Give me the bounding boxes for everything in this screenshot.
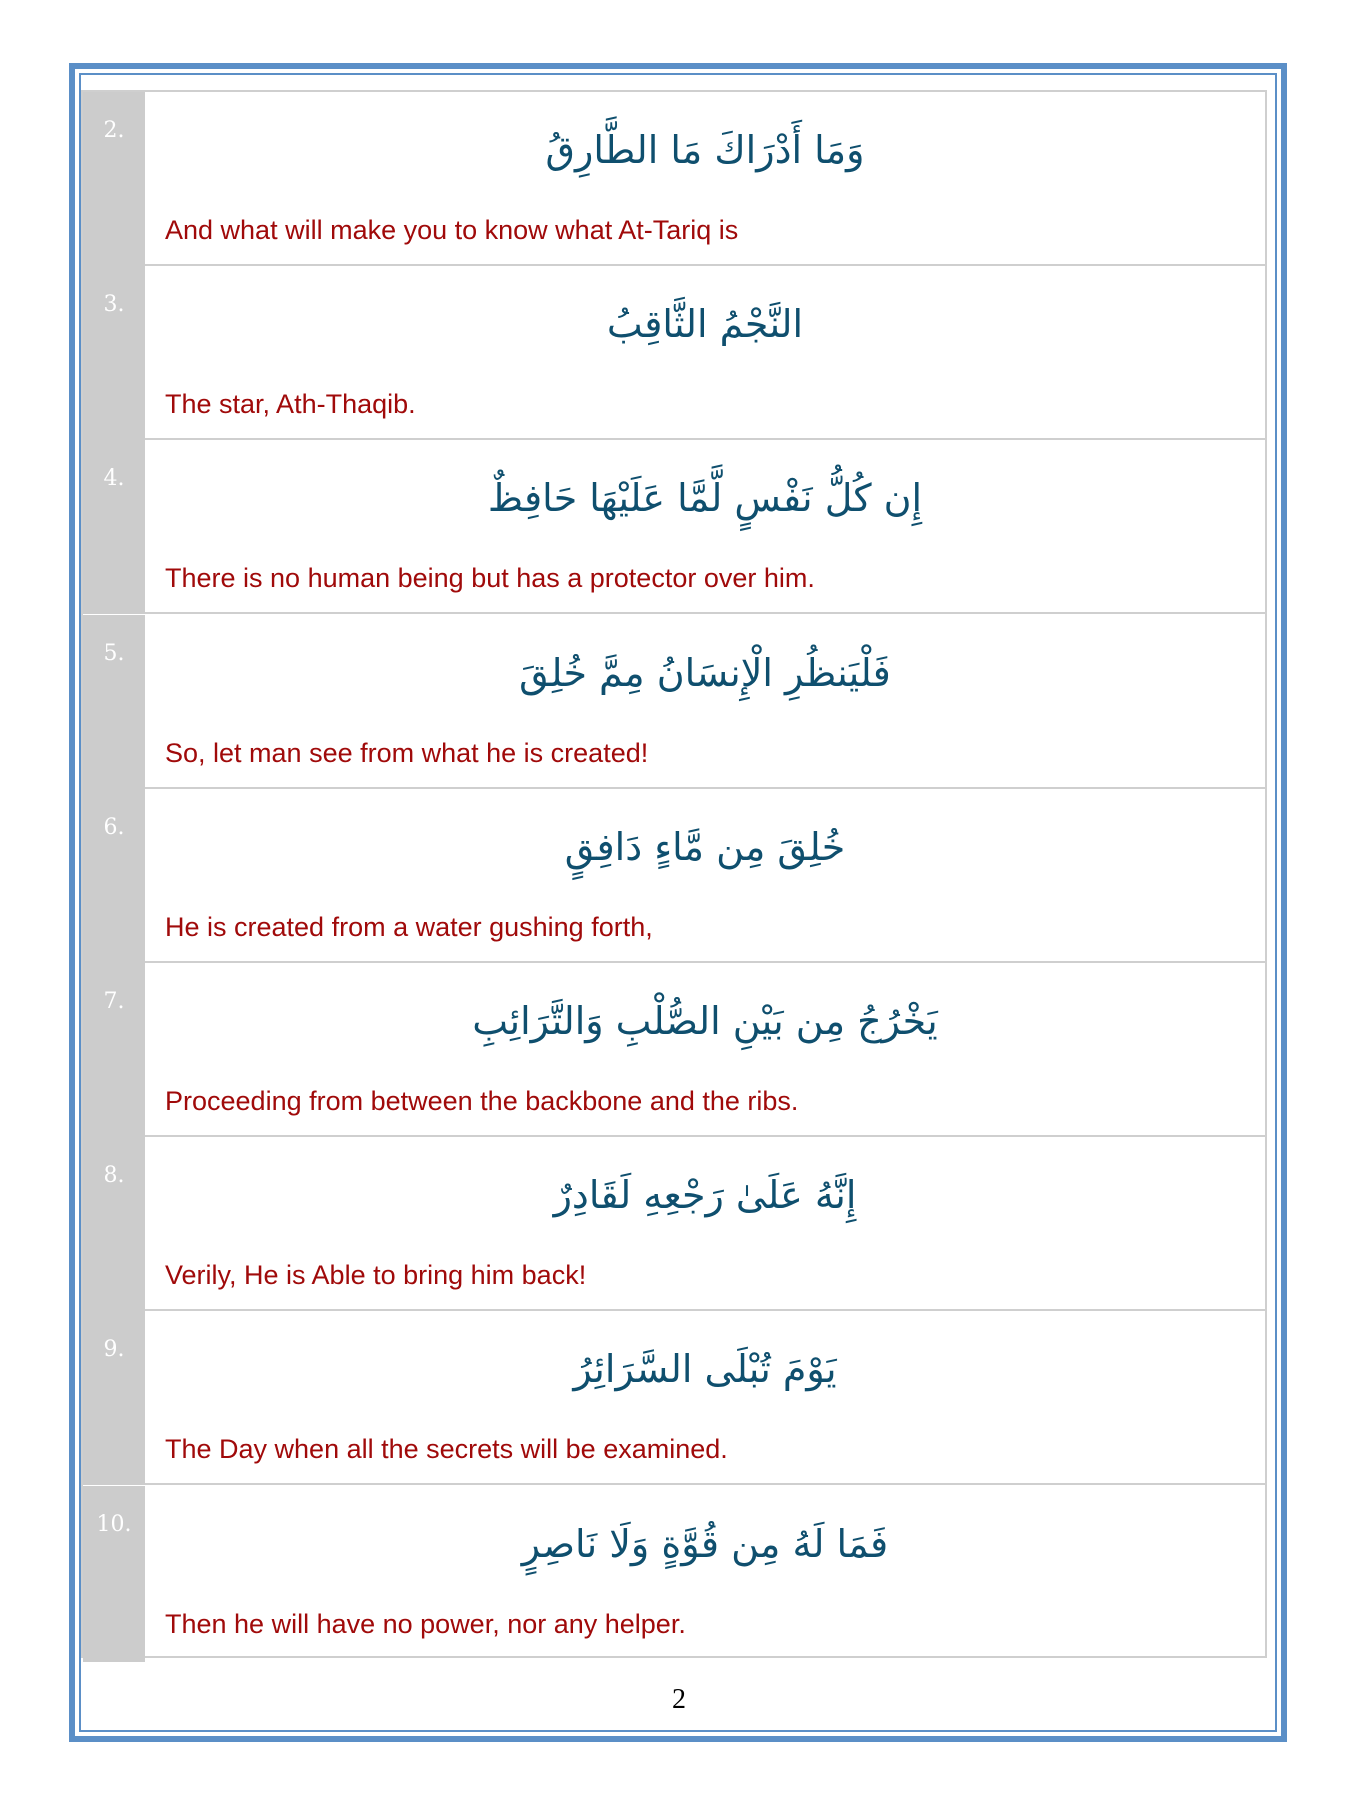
verse-arabic: خُلِقَ مِن مَّاءٍ دَافِقٍ: [564, 824, 846, 869]
verse-number: 8.: [83, 1137, 145, 1311]
page-number: 2: [672, 1684, 686, 1715]
verse-arabic: يَوْمَ تُبْلَى السَّرَائِرُ: [573, 1347, 837, 1392]
verse-row: [83, 266, 1265, 440]
verse-arabic: فَلْيَنظُرِ الْإِنسَانُ مِمَّ خُلِقَ: [519, 650, 891, 695]
verse-arabic: إِنَّهُ عَلَىٰ رَجْعِهِ لَقَادِرٌ: [553, 1173, 857, 1218]
verse-translation: He is created from a water gushing forth,: [165, 911, 653, 942]
verse-table: [81, 90, 1267, 1658]
verse-row: [83, 1137, 1265, 1311]
verse-number: 9.: [83, 1311, 145, 1485]
verse-translation: There is no human being but has a protector over him.: [165, 563, 815, 594]
verse-translation: And what will make you to know what At-Tariq is: [165, 215, 739, 245]
verse-row: [83, 440, 1265, 614]
verse-translation: The star, Ath-Thaqib.: [165, 389, 416, 420]
verse-number: 2.: [83, 92, 145, 266]
verse-row: [83, 1486, 1265, 1660]
verse-translation: So, let man see from what he is created!: [165, 737, 649, 768]
verse-number: 4.: [83, 440, 145, 614]
verse-arabic: يَخْرُجُ مِن بَيْنِ الصُّلْبِ وَالتَّرَائِبِ: [472, 999, 938, 1043]
verse-translation: The Day when all the secrets will be examined.: [165, 1434, 728, 1465]
verse-row: [83, 1311, 1265, 1485]
verse-arabic: وَمَا أَدْرَاكَ مَا الطَّارِقُ: [545, 128, 865, 172]
verse-arabic: فَمَا لَهُ مِن قُوَّةٍ وَلَا نَاصِرٍ: [521, 1521, 889, 1566]
verse-number: 6.: [83, 789, 145, 963]
verse-arabic: إِن كُلُّ نَفْسٍ لَّمَّا عَلَيْهَا حَافِظٌ: [487, 476, 923, 521]
verse-number: 7.: [83, 963, 145, 1137]
verse-row: [83, 789, 1265, 963]
verse-translation: Verily, He is Able to bring him back!: [165, 1260, 587, 1291]
verse-number: 3.: [83, 266, 145, 440]
verse-translation: Then he will have no power, nor any helper.: [165, 1608, 686, 1639]
verse-row: [83, 963, 1265, 1137]
verse-row: [83, 615, 1265, 789]
verse-arabic: النَّجْمُ الثَّاقِبُ: [606, 302, 804, 347]
verse-number: 10.: [83, 1486, 145, 1662]
verse-translation: Proceeding from between the backbone and the ribs.: [165, 1086, 799, 1116]
verse-number: 5.: [83, 615, 145, 789]
verse-row: [83, 92, 1265, 266]
